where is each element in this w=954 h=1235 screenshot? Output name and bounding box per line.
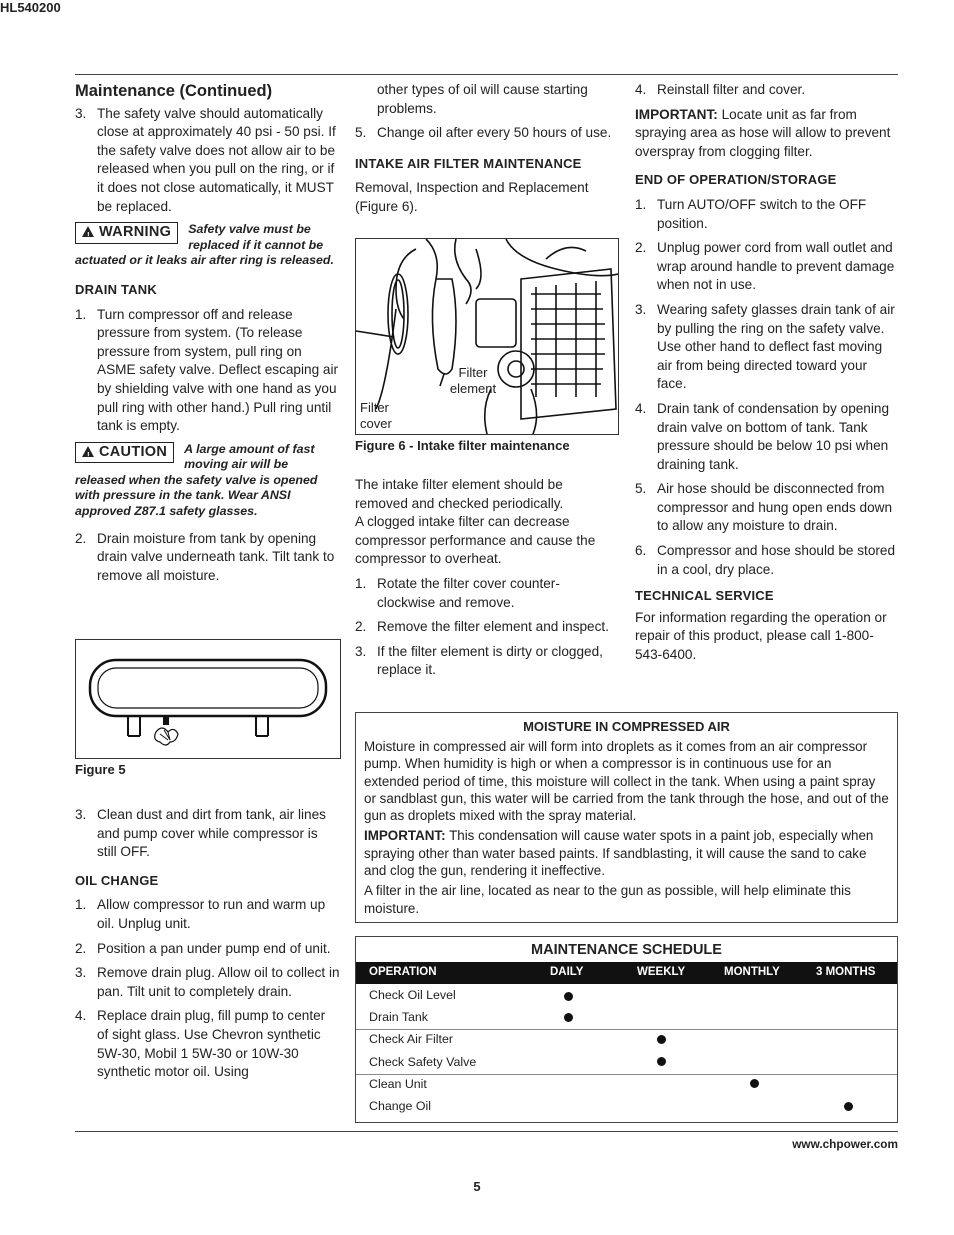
col-3-months: 3 MONTHS [816,966,876,978]
caution-notice: ! CAUTION A large amount of fast moving air will be released when the safety valve is opened with pressure in the tank. Wear ANSI approved Z87.1 safety glasses. [75,441,318,519]
intake-para-1: The intake filter element should be removed and checked periodically. [355,477,564,511]
schedule-header-row [356,962,897,984]
row-divider [356,1074,897,1075]
figure-6 [355,238,619,435]
table-row: Drain Tank [369,1010,428,1024]
oil-continued-text: other types of oil will cause starting problems. [377,82,588,116]
filter-cover-label: Filter cover [360,400,392,431]
technical-service-text: For information regarding the operation or repair of this product, please call 1-800-543-6400. [635,609,887,663]
list-item: 2. Remove the filter element and inspect. [355,619,609,635]
warning-notice: ! WARNING Safety valve must be replaced if it cannot be actuated or it leaks air after ring is released. [75,222,334,268]
maintenance-schedule [355,936,898,1123]
warning-triangle-icon: ! [82,446,94,457]
list-item: 4. Drain tank of condensation by opening drain valve on bottom of tank. Tank pressure should be below 10 psi when draining tank. [635,400,890,472]
drain-tank-heading: DRAIN TANK [75,281,157,297]
figure-5-caption: Figure 5 [75,762,126,777]
col-weekly: WEEKLY [637,966,686,978]
list-item: 3. Remove drain plug. Allow oil to collect in pan. Tilt unit to completely drain. [75,965,340,999]
warning-badge: ! WARNING [75,222,178,244]
technical-service-heading: TECHNICAL SERVICE [635,588,774,604]
three-months-dot [844,1102,853,1111]
middle-column-lower [355,476,617,686]
col-daily: DAILY [550,966,584,978]
list-item: 3. Clean dust and dirt from tank, air lines and pump cover while compressor is still OFF. [75,807,326,860]
weekly-dot [657,1035,666,1044]
drain-tank-list-2 [75,530,340,586]
list-item: 5. Change oil after every 50 hours of use. [355,125,612,141]
header-rule [75,74,898,75]
schedule-title: MAINTENANCE SCHEDULE [531,942,722,958]
list-item: 2. Position a pan under pump end of unit. [75,940,331,956]
footer-url: www.chpower.com [792,1137,898,1151]
list-item: 5. Air hose should be disconnected from compressor and hung open ends down to allow any moisture to drain. [635,481,893,534]
drain-tank-list [75,306,340,436]
intake-filter-list [355,575,617,680]
weekly-dot [657,1057,666,1066]
filter-element-label: Filter element [449,365,497,396]
moisture-para-3: A filter in the air line, located as near to the gun as possible, will help eliminate this moisture. [364,883,851,916]
list-item: 2. Unplug power cord from wall outlet and wrap around handle to prevent damage when not in use. [635,240,895,293]
intake-filter-heading: INTAKE AIR FILTER MAINTENANCE [355,155,582,171]
table-row: Check Oil Level [369,988,456,1002]
col-monthly: MONTHLY [724,966,780,978]
list-item: 3. If the filter element is dirty or clogged, replace it. [355,643,603,678]
middle-column [355,81,615,223]
caution-badge: ! CAUTION [75,442,174,464]
moisture-important: IMPORTANT: This condensation will cause water spots in a paint job, especially when spraying other than water based paints. If sandblasting, it will cause the sand to cake and clog the gun, rendering it ineffective. [364,828,874,879]
model-code: HL540200 [0,0,61,15]
moisture-heading: MOISTURE IN COMPRESSED AIR [523,719,730,734]
list-item: 1. Turn AUTO/OFF switch to the OFF position. [635,196,867,231]
col-operation: OPERATION [369,966,437,978]
footer-rule [75,1131,898,1132]
right-column [635,81,897,671]
row-divider [356,1029,897,1030]
reinstall-list [635,81,897,100]
safety-valve-list [75,105,340,217]
moisture-para-1: Moisture in compressed air will form into droplets as it comes from an air compressor pump. When humidity is high or when a compressor is in continuous use for an extended period of time, this moisture will collect in the tank. When using a paint spray or sandblast gun, this water will be carried from the tank through the hose, and out of the gun as droplets mixed with the spray material. [364,739,889,824]
list-item: 6. Compressor and hose should be stored in a cool, dry place. [635,543,896,577]
air-tank-illustration [76,640,340,758]
list-item: 1. Turn compressor off and release pressure from system. (To release pressure from system, pull ring on ASME safety valve. Deflect escaping air by shielding valve with one hand as you pull ring with other hand.) Pull ring until tank is empty. [75,306,339,434]
storage-list [635,196,897,579]
moisture-box [355,712,898,923]
oil-change-heading: OIL CHANGE [75,872,159,888]
oil-change-list-cont [355,124,615,143]
list-item: 1. Allow compressor to run and warm up oil. Unplug unit. [75,897,326,931]
table-row: Check Air Filter [369,1032,453,1046]
list-item: 4. Replace drain plug, fill pump to center of sight glass. Use Chevron synthetic 5W-30, Mobil 1 5W-30 or 10W-30 synthetic motor oil. Using [75,1008,326,1080]
storage-heading: END OF OPERATION/STORAGE [635,172,837,188]
warning-triangle-icon: ! [82,226,94,237]
left-column-lower [75,806,340,1088]
monthly-dot [750,1079,759,1088]
table-row: Check Safety Valve [369,1055,477,1069]
page-title: Maintenance (Continued) [75,82,273,100]
figure-6-caption: Figure 6 - Intake filter maintenance [355,438,570,453]
left-column [75,82,340,591]
important-note: IMPORTANT: Locate unit as far from spraying area as hose will allow to prevent overspray from clogging filter. [635,106,891,159]
table-row: Clean Unit [369,1077,427,1091]
oil-change-list [75,896,340,1081]
list-item: 3. Wearing safety glasses drain tank of air by pulling the ring on the safety valve. Use other hand to deflect fast moving air from being directed toward your face. [635,301,895,392]
daily-dot [564,1013,573,1022]
intake-para-2: A clogged intake filter can decrease compressor performance and cause the compressor to overheat. [355,514,596,567]
list-item: 4. Reinstall filter and cover. [635,82,806,97]
page-number: 5 [473,1179,481,1194]
daily-dot [564,992,573,1001]
list-item: 3. The safety valve should automatically close at approximately 40 psi - 50 psi. If the safety valve does not allow air to be released when you pull on the ring, or if it does not close automatically, it MUST be replaced. [75,105,336,214]
list-item: 1. Rotate the filter cover counter-clockwise and remove. [355,575,560,610]
clean-list [75,806,340,862]
table-row: Change Oil [369,1099,431,1113]
list-item: 2. Drain moisture from tank by opening drain valve underneath tank. Tilt tank to remove all moisture. [75,530,335,583]
figure-5 [75,639,341,759]
intake-intro: Removal, Inspection and Replacement (Figure 6). [355,180,589,214]
